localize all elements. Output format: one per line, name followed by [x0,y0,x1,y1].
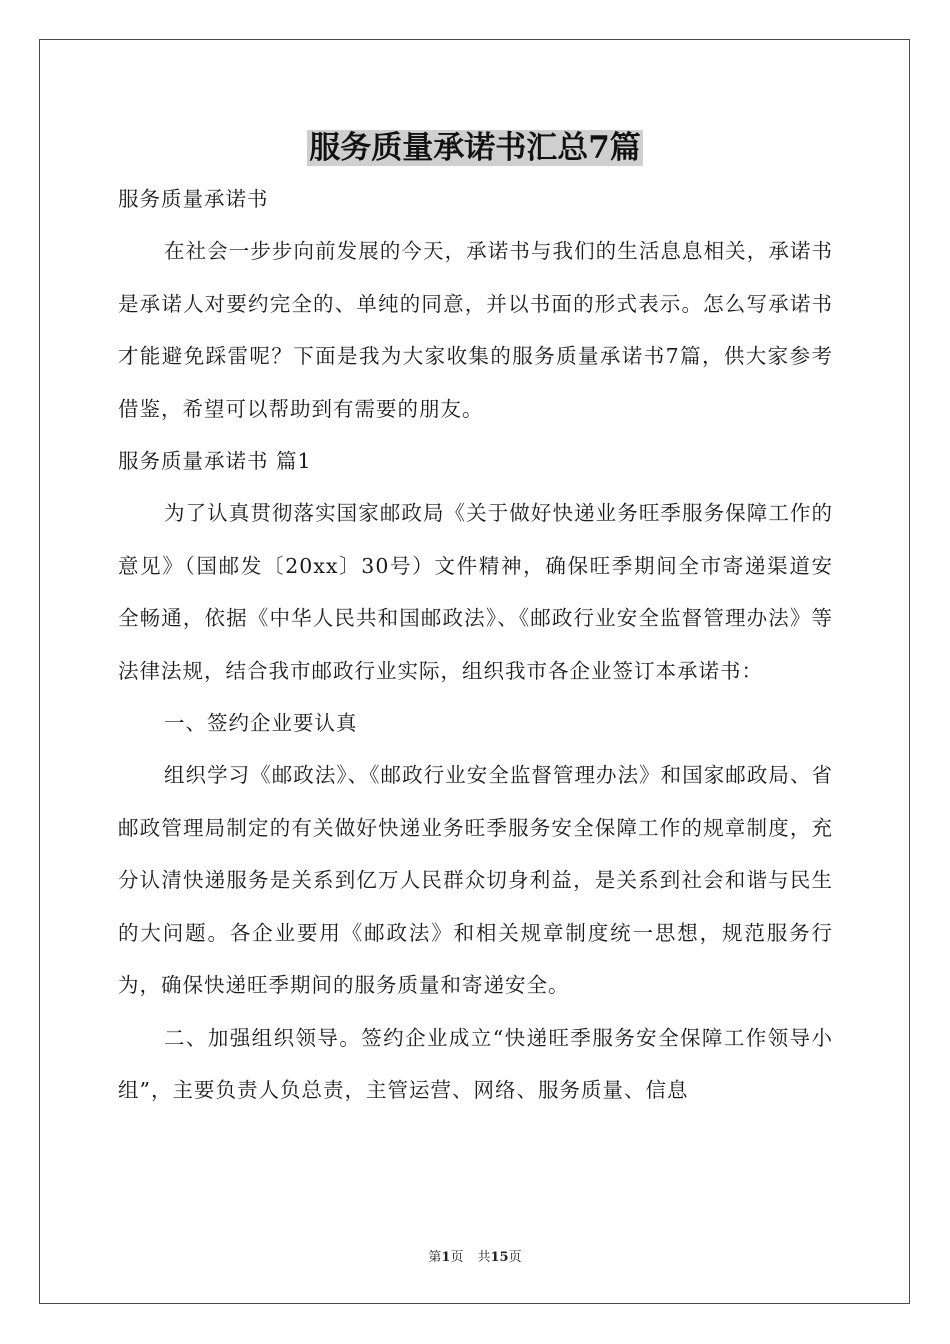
total-prefix: 共 [477,1250,491,1265]
section-heading: 服务质量承诺书 篇1 [118,449,312,474]
paragraph-1: 为了认真贯彻落实国家邮政局《关于做好快递业务旺季服务保障工作的意见》（国邮发〔20xx〕30号）文件精神，确保旺季期间全市寄递渠道安全畅通，依据《中华人民共和国邮政法》、《邮政行业安全监督管理办法》等法律法规，结合我市邮政行业实际，组织我市各企业签订本承诺书： [118,501,833,683]
total-pages: 15 [490,1250,509,1265]
item-2-paragraph: 二、加强组织领导。签约企业成立“快递旺季服务安全保障工作领导小组”，主要负责人负总责，主管运营、网络、服务质量、信息 [118,1025,833,1102]
document-subtitle: 服务质量承诺书 [118,187,269,211]
item-1-body: 组织学习《邮政法》、《邮政行业安全监督管理办法》和国家邮政局、省邮政管理局制定的有关做好快递业务旺季服务安全保障工作的规章制度，充分认清快递服务是关系到亿万人民群众切身利益，是关系到社会和谐与民生的大问题。各企业要用《邮政法》和相关规章制度统一思想，规范服务行为，确保快递旺季期间的服务质量和寄递安全。 [118,763,833,998]
document-body [118,173,833,1116]
page-footer [0,1246,950,1265]
page-number: 1 [441,1250,451,1265]
item-1-heading: 一、签约企业要认真 [164,711,358,736]
document-title [0,122,950,174]
page-prefix: 第 [428,1250,442,1265]
document-title-text: 服务质量承诺书汇总7篇 [309,130,641,166]
page-suffix: 页 [450,1250,464,1265]
intro-paragraph: 在社会一步步向前发展的今天，承诺书与我们的生活息息相关，承诺书是承诺人对要约完全的、单纯的同意，并以书面的形式表示。怎么写承诺书才能避免踩雷呢？下面是我为大家收集的服务质量承诺书7篇，供大家参考借鉴，希望可以帮助到有需要的朋友。 [118,239,833,421]
total-suffix: 页 [508,1250,522,1265]
